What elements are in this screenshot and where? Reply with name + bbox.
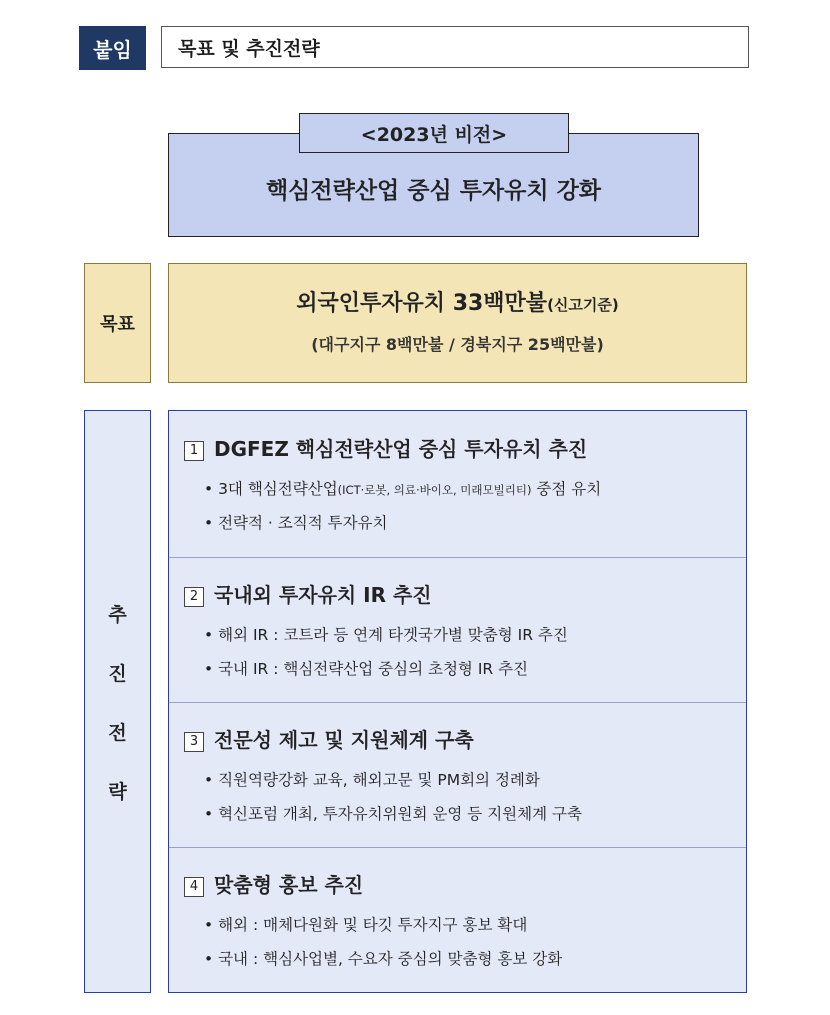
bullet-text: • 직원역량강화 교육, 해외고문 및 PM회의 정례화 (204, 771, 540, 789)
strategy-section-2 (169, 557, 746, 703)
strategy-section-1 (169, 411, 746, 558)
section-number: 1 (184, 441, 204, 461)
section-title (184, 579, 432, 608)
goal-sub: (대구지구 8백만불 / 경북지구 25백만불) (311, 335, 604, 354)
bullet-item (204, 657, 528, 679)
bullet-item (204, 913, 527, 935)
strategy-section-4 (169, 847, 746, 992)
bullet-item (204, 768, 540, 790)
bullet-text: • 국내 IR : 핵심전략산업 중심의 초청형 IR 추진 (204, 660, 529, 678)
strategy-box (168, 410, 747, 993)
strategy-label-char: 략 (108, 780, 127, 803)
section-title (184, 869, 363, 898)
bullet-text: • 혁신포럼 개최, 투자유치위원회 운영 등 지원체계 구축 (204, 805, 582, 823)
attachment-tag: 붙임 (79, 26, 146, 70)
section-title-text: 국내외 투자유치 IR 추진 (214, 583, 432, 607)
strategy-section-3 (169, 702, 746, 848)
strategy-label-char: 전 (108, 721, 127, 744)
bullet-text-tail: 중점 유치 (531, 480, 602, 498)
bullet-item (204, 511, 388, 533)
section-title (184, 433, 587, 462)
goal-box (168, 263, 747, 383)
vision-text: 핵심전략산업 중심 투자유치 강화 (265, 178, 602, 204)
bullet-note: (ICT·로봇, 의료·바이오, 미래모빌리티) (337, 483, 532, 497)
page-title: 목표 및 추진전략 (161, 26, 749, 68)
bullet-text: • 3대 핵심전략산업 (204, 480, 338, 498)
section-number: 2 (184, 587, 204, 607)
bullet-text: • 국내 : 핵심사업별, 수요자 중심의 맞춤형 홍보 강화 (204, 950, 563, 968)
strategy-label-char: 진 (108, 662, 127, 685)
goal-main-note: (신고기준) (547, 296, 619, 314)
section-title-text: DGFEZ 핵심전략산업 중심 투자유치 추진 (214, 437, 588, 461)
section-number: 3 (184, 732, 204, 752)
bullet-text: • 전략적 · 조직적 투자유치 (204, 514, 388, 532)
goal-main (169, 286, 746, 317)
goal-main-text: 외국인투자유치 33백만불 (296, 291, 548, 316)
bullet-text: • 해외 : 매체다원화 및 타깃 투자지구 홍보 확대 (204, 916, 528, 934)
vision-year-label: <2023년 비전> (299, 113, 569, 153)
goal-label: 목표 (84, 263, 151, 383)
strategy-label-char: 추 (108, 603, 127, 626)
section-title-text: 전문성 제고 및 지원체계 구축 (214, 728, 474, 752)
section-title-text: 맞춤형 홍보 추진 (214, 873, 364, 897)
section-number: 4 (184, 877, 204, 897)
bullet-item (204, 802, 582, 824)
bullet-text: • 해외 IR : 코트라 등 연계 타겟국가별 맞춤형 IR 추진 (204, 626, 568, 644)
section-title (184, 724, 474, 753)
bullet-item (204, 947, 562, 969)
bullet-item (204, 623, 568, 645)
strategy-label (84, 410, 151, 993)
bullet-item (204, 477, 601, 499)
